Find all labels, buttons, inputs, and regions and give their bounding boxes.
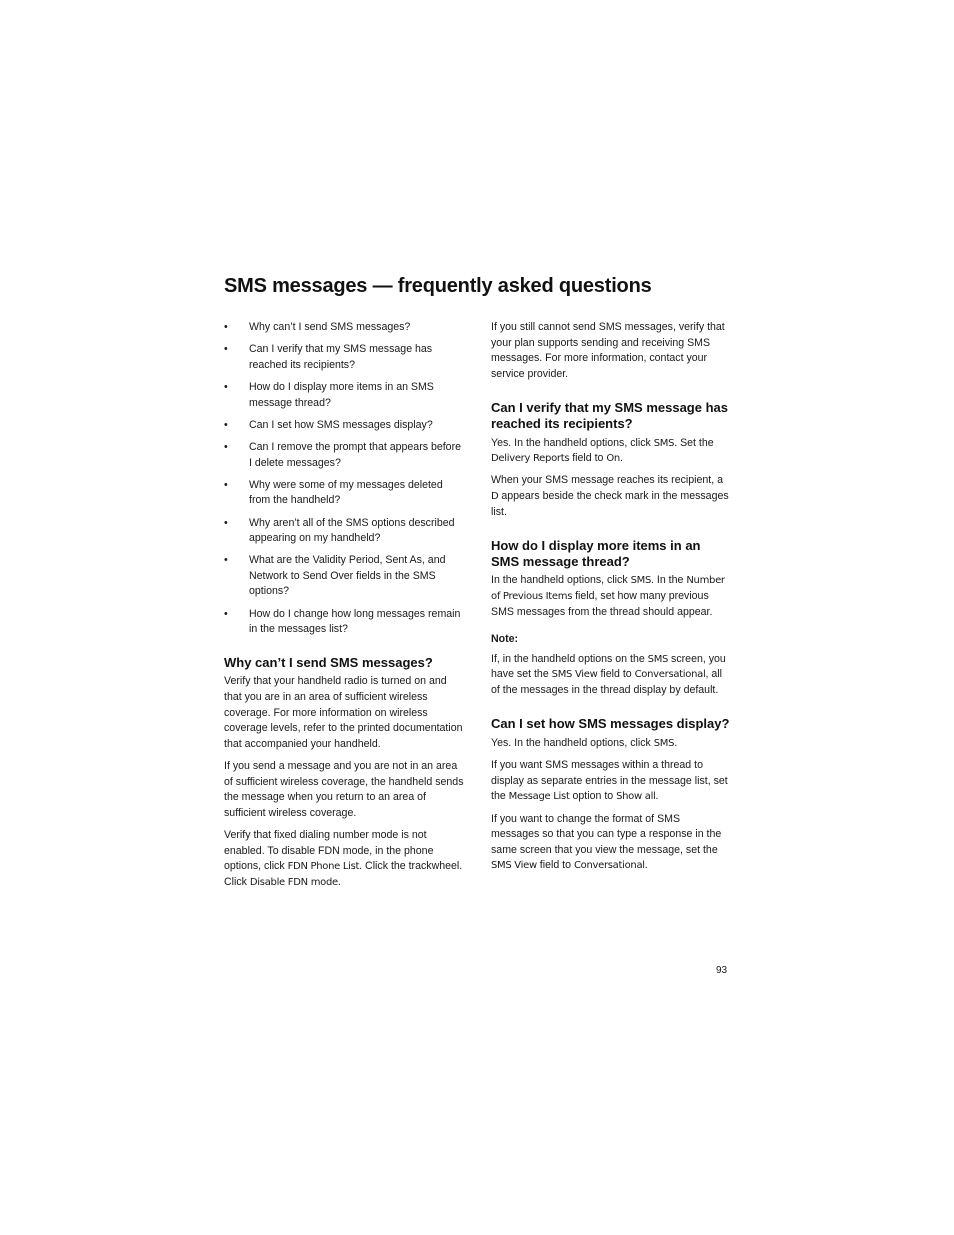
paragraph: Yes. In the handheld options, click SMS. Set the Delivery Reports field to On. (491, 436, 714, 465)
faq-item-text: Can I set how SMS messages display? (249, 418, 433, 431)
ui-term: Delivery Reports (491, 453, 570, 465)
list-item (224, 516, 464, 547)
bullet-icon: • (224, 478, 228, 491)
page-title: SMS messages — frequently asked questions (224, 275, 652, 297)
paragraph: If you want SMS messages within a thread to display as separate entries in the message list, set the Message List option to Show all. (491, 759, 728, 803)
bullet-icon: • (224, 516, 228, 529)
ui-term: FDN Phone List (287, 861, 360, 873)
bullet-icon: • (224, 440, 228, 453)
ui-term: Conversational (573, 860, 645, 872)
list-item (224, 478, 464, 509)
right-column (491, 320, 731, 881)
faq-item-text: Why can’t I send SMS messages? (249, 321, 411, 333)
list-item (224, 418, 464, 434)
paragraph: If you send a message and you are not in an area of sufficient wireless coverage, the handheld sends the message when you return to an area of sufficient wireless coverage. (224, 760, 464, 819)
faq-item-text: How do I display more items in an SMS message thread? (249, 380, 434, 409)
paragraph: Yes. In the handheld options, click SMS. (491, 737, 678, 750)
section-set-display (491, 716, 731, 874)
paragraph: When your SMS message reaches its recipient, a D appears beside the check mark in the messages list. (491, 474, 729, 518)
list-item (224, 342, 464, 373)
list-item (224, 440, 464, 471)
list-item (224, 380, 464, 411)
faq-item-text: What are the Validity Period, Sent As, and Network to Send Over fields in the SMS options? (249, 554, 446, 598)
section-heading: Why can’t I send SMS messages? (224, 654, 433, 670)
note-paragraph: If, in the handheld options on the SMS screen, you have set the SMS View field to Conversational, all of the messages in the thread display by default. (491, 652, 726, 696)
ui-term: SMS (630, 575, 652, 587)
list-item (224, 607, 464, 638)
section-heading: Can I verify that my SMS message has reached its recipients? (491, 400, 728, 431)
list-item (224, 553, 464, 600)
ui-term: SMS (647, 653, 669, 665)
ui-term: Show all (616, 791, 656, 803)
paragraph: If you still cannot send SMS messages, verify that your plan supports sending and receiving SMS messages. For more information, contact your service provider. (491, 321, 725, 380)
ui-term: D (491, 490, 499, 502)
bullet-icon: • (224, 380, 228, 393)
bullet-icon: • (224, 554, 228, 567)
section-verify-reached (491, 400, 731, 520)
list-item (224, 320, 464, 336)
faq-item-text: How do I change how long messages remain in the messages list? (249, 607, 461, 636)
ui-term: Message List (508, 791, 570, 803)
ui-term: SMS View (551, 669, 598, 681)
bullet-icon: • (224, 607, 228, 620)
left-column (224, 320, 464, 897)
faq-item-text: Can I verify that my SMS message has reached its recipients? (249, 343, 433, 371)
ui-term: Number of Previous Items (491, 575, 725, 602)
section-display-more (491, 538, 731, 698)
ui-term: SMS (653, 738, 675, 750)
section-heading: Can I set how SMS messages display? (491, 716, 730, 732)
faq-list (224, 320, 464, 638)
ui-term: SMS (653, 437, 675, 449)
ui-term: On (606, 453, 620, 465)
bullet-icon: • (224, 418, 228, 431)
paragraph: Verify that your handheld radio is turned on and that you are in an area of sufficient wireless coverage. For more information on wireless coverage levels, refer to the printed documentation that accompanied your handheld. (224, 675, 463, 750)
page-number: 93 (716, 965, 728, 976)
section-why-cant-send (224, 655, 464, 891)
paragraph: If you want to change the format of SMS messages so that you can type a response in the same screen that you view the message, set the SMS View field to Conversational. (491, 812, 722, 872)
section-heading: How do I display more items in an SMS message thread? (491, 538, 701, 569)
note-label: Note: (491, 633, 519, 646)
ui-term: Disable FDN mode (249, 876, 338, 888)
paragraph: Verify that fixed dialing number mode is not enabled. To disable FDN mode, in the phone options, click FDN Phone List. Click the trackwheel. Click Disable FDN mode. (224, 828, 463, 888)
faq-item-text: Can I remove the prompt that appears before I delete messages? (249, 440, 461, 469)
ui-term: SMS View (491, 860, 537, 872)
paragraph: In the handheld options, click SMS. In the Number of Previous Items field, set how many previous SMS messages from the thread should appear. (491, 574, 725, 618)
ui-term: Conversational (634, 669, 706, 681)
faq-item-text: Why aren’t all of the SMS options described appearing on my handheld? (249, 516, 455, 545)
bullet-icon: • (224, 343, 228, 356)
bullet-icon: • (224, 321, 228, 333)
faq-item-text: Why were some of my messages deleted from the handheld? (249, 478, 443, 507)
